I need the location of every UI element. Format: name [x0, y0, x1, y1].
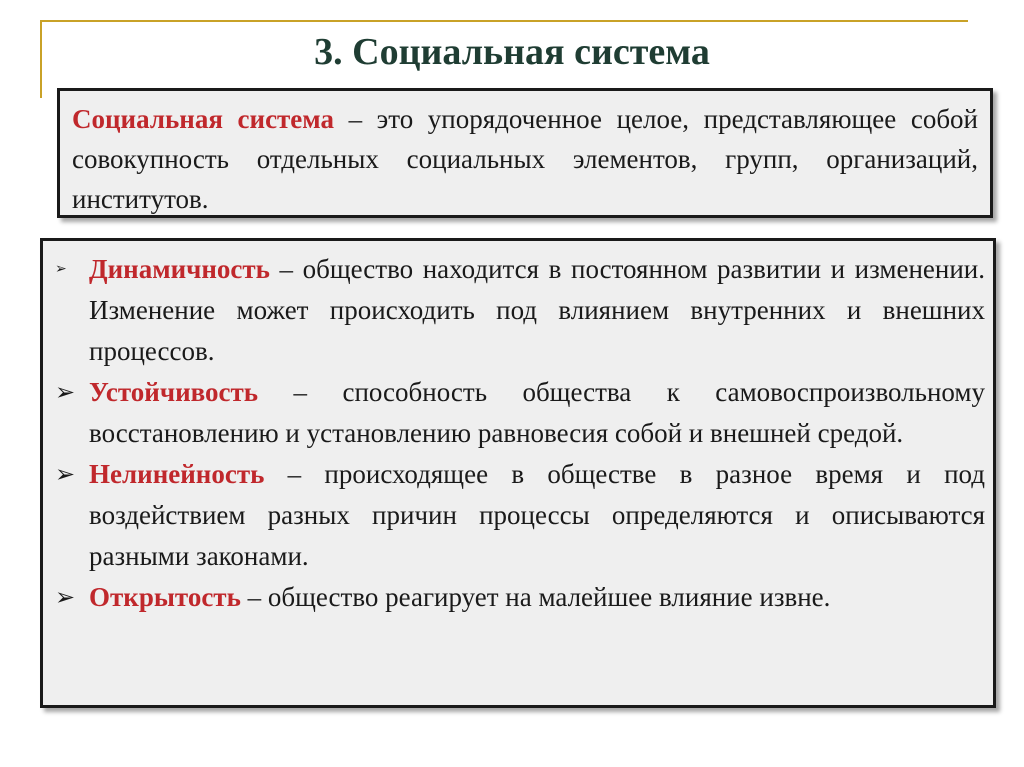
arrow-bullet-icon: ➢ [55, 378, 76, 406]
list-item-term: Динамичность [89, 254, 270, 284]
list-item-description: – общество реагирует на малейшее влияние извне. [240, 582, 831, 612]
arrow-bullet-icon: ➢ [55, 261, 67, 277]
properties-list [40, 238, 996, 708]
list-item-term: Открытость [89, 582, 241, 612]
list-item-nonlinearity [55, 454, 985, 577]
arrow-bullet-icon: ➢ [55, 460, 76, 488]
list-item-description: – общество находится в постоянном развитии и изменении. Изменение может происходить под влиянием внутренних и внешних процессов. [89, 254, 985, 366]
decorative-top-line [40, 20, 968, 22]
list-item-stability [55, 372, 985, 454]
definition-box [57, 88, 993, 218]
list-item-openness [55, 577, 985, 618]
definition-term: Социальная система [72, 104, 335, 134]
list-item-text [89, 249, 985, 372]
list-item-dynamism [55, 249, 985, 372]
list-item-term: Нелинейность [89, 459, 265, 489]
definition-text: – это упорядоченное целое, представляющее собой совокупность отдельных социальных элементов, групп, организаций, институтов. [72, 104, 979, 214]
list-item-description: – способность общества к самовоспроизвольному восстановлению и установлению равновесия собой и внешней средой. [89, 377, 985, 448]
list-item-description: – происходящее в обществе в разное время и под воздействием разных причин процессы определяются и описываются разными законами. [89, 459, 985, 571]
list-item-text [89, 454, 985, 577]
list-item-text [89, 372, 985, 454]
slide-title: 3. Социальная система [314, 31, 710, 73]
list-item-term: Устойчивость [89, 377, 259, 407]
arrow-bullet-icon: ➢ [55, 583, 76, 611]
list-item-text [89, 577, 985, 618]
